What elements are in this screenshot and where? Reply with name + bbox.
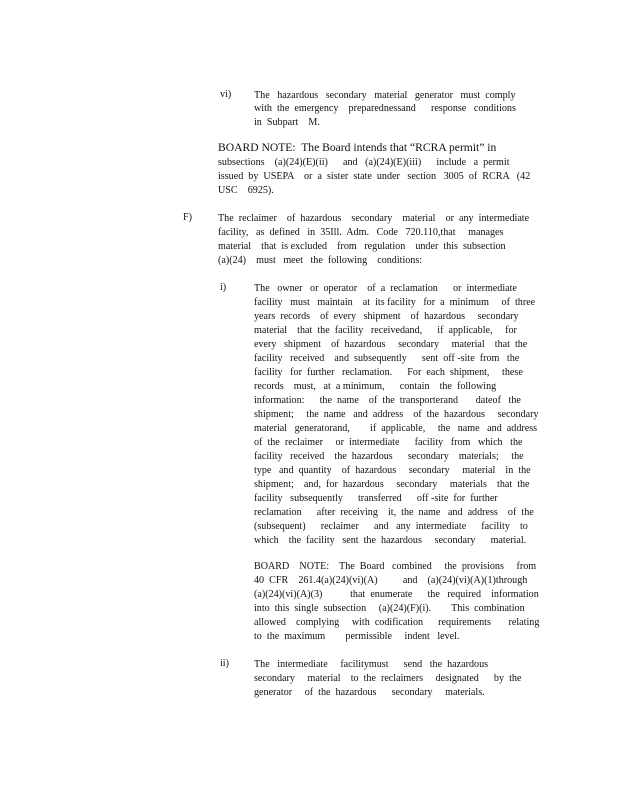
item-ii-line-1: The intermediate facilitymust send the hazardous <box>254 659 489 670</box>
item-i-marker: i) <box>220 282 227 293</box>
item-i-line-7: facility for further reclamation. For each shipment, these <box>254 367 523 378</box>
item-i-line-15: shipment; and, for hazardous secondary materials that the <box>254 479 530 490</box>
board-note-2-line-2: 40 CFR 261.4(a)(24)(vi)(A) and (a)(24)(vi)(A)(1)through <box>254 575 528 586</box>
item-i-line-11: material generatorand, if applicable, the name and address <box>254 423 538 434</box>
item-i-line-17: reclamation after receiving it, the name and address of the <box>254 507 534 518</box>
board-note-2-line-4: into this single subsection (a)(24)(F)(i). This combination <box>254 603 525 614</box>
item-i-line-10: shipment; the name and address of the hazardous secondary <box>254 409 539 420</box>
board-note-2-line-5: allowed complying with codification requirements relating <box>254 617 540 628</box>
item-i-line-18: (subsequent) reclaimer and any intermediate facility to <box>254 521 528 532</box>
item-i-line-9: information: the name of the transporterand dateof the <box>254 395 521 406</box>
board-note-1-line-2: subsections (a)(24)(E)(ii) and (a)(24)(E)(iii) include a permit <box>218 157 510 168</box>
item-F-line-1: The reclaimer of hazardous secondary material or any intermediate <box>218 213 530 224</box>
item-i-line-8: records must, at a minimum, contain the following <box>254 381 497 392</box>
item-vi-line-2: with the emergency preparednessand response conditions <box>254 103 516 114</box>
board-note-1-line-3: issued by USEPA or a sister state under section 3005 of RCRA (42 <box>218 171 531 182</box>
board-note-2-line-6: to the maximum permissible indent level. <box>254 631 460 642</box>
item-ii-marker: ii) <box>220 658 229 669</box>
item-i-line-19: which the facility sent the hazardous secondary material. <box>254 535 527 546</box>
item-ii-line-2: secondary material to the reclaimers designated by the <box>254 673 522 684</box>
item-i-line-3: years records of every shipment of hazardous secondary <box>254 311 519 322</box>
item-F-line-3: material that is excluded from regulation under this subsection <box>218 241 506 252</box>
item-i-line-1: The owner or operator of a reclamation or intermediate <box>254 283 517 294</box>
board-note-2-line-3: (a)(24)(vi)(A)(3) that enumerate the required information <box>254 589 539 600</box>
item-vi-marker: vi) <box>220 89 232 100</box>
board-note-2-line-1: BOARD NOTE: The Board combined the provisions from <box>254 561 537 572</box>
item-F-line-2: facility, as defined in 35Ill. Adm. Code 720.110,that manages <box>218 227 504 238</box>
board-note-1-line-1: BOARD NOTE: The Board intends that “RCRA permit” in <box>218 141 497 154</box>
item-i-line-2: facility must maintain at its facility for a minimum of three <box>254 297 536 308</box>
item-ii-line-3: generator of the hazardous secondary materials. <box>254 687 485 698</box>
board-note-1-line-4: USC 6925). <box>218 185 274 196</box>
item-i-line-5: every shipment of hazardous secondary material that the <box>254 339 528 350</box>
item-vi-line-3: in Subpart M. <box>254 117 320 128</box>
item-i-line-4: material that the facility receivedand, if applicable, for <box>254 325 517 336</box>
item-i-line-13: facility received the hazardous secondary materials; the <box>254 451 524 462</box>
item-i-line-6: facility received and subsequently sent off -site from the <box>254 353 520 364</box>
item-i-line-14: type and quantity of hazardous secondary material in the <box>254 465 531 476</box>
item-i-line-16: facility subsequently transferred off -site for further <box>254 493 498 504</box>
item-i-line-12: of the reclaimer or intermediate facility from which the <box>254 437 523 448</box>
item-F-line-4: (a)(24) must meet the following conditions: <box>218 255 423 266</box>
item-vi-line-1: The hazardous secondary material generator must comply <box>254 90 516 101</box>
item-F-marker: F) <box>183 212 192 223</box>
